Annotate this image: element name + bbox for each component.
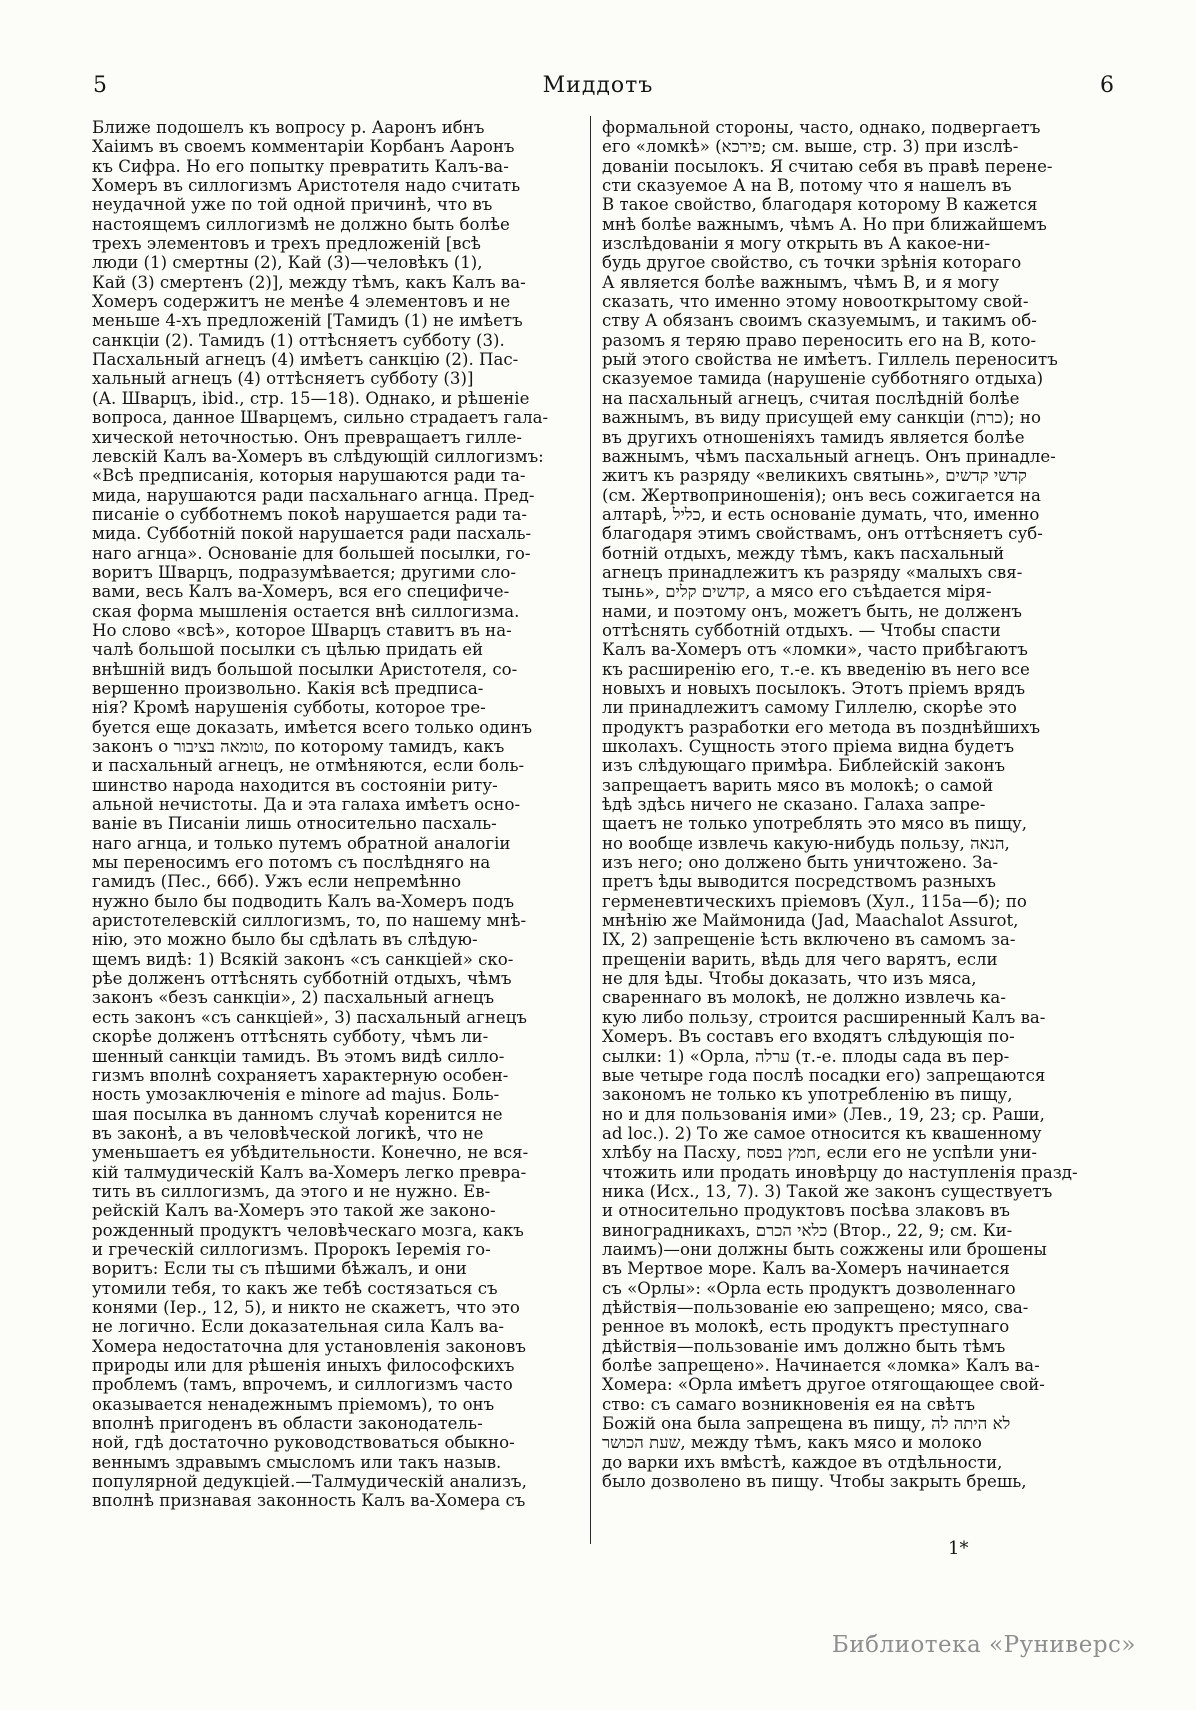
text-line: ной, гдѣ достаточно руководствоваться обыкно- xyxy=(92,1433,515,1453)
text-line: рожденный продуктъ человѣческаго мозга, какъ xyxy=(92,1220,524,1240)
text-line: мида. Субботній покой нарушается ради пасхаль- xyxy=(92,524,532,544)
text-line: шинство народа находится въ состояніи риту- xyxy=(92,775,498,795)
text-line: שעת הכושר, между тѣмъ, какъ мясо и молоко xyxy=(602,1433,982,1453)
text-line: герменевтическихъ пріемовъ (Хул., 115а—б); по xyxy=(602,891,1027,911)
text-line: новыхъ и новыхъ посылокъ. Этотъ пріемъ врядъ xyxy=(602,678,1026,698)
text-line: ность умозаключенія e minore ad majus. Боль- xyxy=(92,1085,500,1105)
text-line: сказуемое тамида (нарушеніе субботняго отдыха) xyxy=(602,369,1044,389)
text-line: продуктъ разработки его метода въ позднѣйшихъ xyxy=(602,717,1041,737)
text-line: аристотелевскій силлогизмъ, то, по нашему мнѣ- xyxy=(92,911,527,931)
text-line: ника (Исх., 13, 7). 3) Такой же законъ существуетъ xyxy=(602,1181,1053,1201)
text-line: изслѣдованіи я могу открыть въ А какое-ни- xyxy=(602,234,991,254)
text-line: съ «Орлы»: «Орла есть продуктъ дозволеннаго xyxy=(602,1278,1016,1298)
text-line: формальной стороны, часто, однако, подвергаетъ xyxy=(602,118,1041,137)
text-line: разомъ я теряю право переносить его на В, кото- xyxy=(602,330,1037,350)
text-line: IX, 2) запрещеніе ѣсть включено въ самомъ за- xyxy=(602,930,1016,950)
text-line: настоящемъ силлогизмѣ не должно быть болѣе xyxy=(92,214,510,234)
text-line: сказать, что именно этому новооткрытому свой- xyxy=(602,292,1029,312)
text-line: рейскій Калъ ва-Хомеръ это такой же законо- xyxy=(92,1201,496,1221)
signature-mark: 1* xyxy=(948,1538,969,1559)
text-line: нужно было бы подводить Калъ ва-Хомеръ подъ xyxy=(92,891,515,911)
text-line: мида, нарушаются ради пасхальнаго агнца. Пред- xyxy=(92,485,535,505)
text-line: меньше 4-хъ предложеній [Тамидъ (1) не имѣетъ xyxy=(92,311,523,331)
text-line: Божій она была запрещена въ пищу, לא היתה לה xyxy=(602,1414,1011,1434)
text-line: вершенно произвольно. Какія всѣ предписа- xyxy=(92,678,484,698)
text-line: ботній отдыхъ, между тѣмъ, какъ пасхальный xyxy=(602,543,1005,563)
text-line: Калъ ва-Хомеръ отъ «ломки», часто прибѣгаютъ xyxy=(602,640,1028,660)
text-line: альной нечистоты. Да и эта галаха имѣетъ осно- xyxy=(92,795,521,815)
text-line: ѣдѣ здѣсь ничего не сказано. Галаха запре- xyxy=(602,795,986,815)
column-left xyxy=(92,118,584,1511)
text-line: мнѣнію же Маймонида (Jad, Maachalot Assurot, xyxy=(602,911,1019,931)
text-line: Кай (3) смертенъ (2)], между тѣмъ, какъ Калъ ва- xyxy=(92,272,526,292)
text-line: вами, весь Калъ ва-Хомеръ, вся его специфиче- xyxy=(92,582,510,602)
text-line: не логично. Если доказательная сила Калъ ва- xyxy=(92,1317,504,1337)
text-line: воритъ Шварцъ, подразумѣвается; другими сло- xyxy=(92,562,516,582)
text-line: закономъ не только къ употребленію въ пищу, xyxy=(602,1085,1013,1105)
text-line: веннымъ здравымъ смысломъ или такъ назыв. xyxy=(92,1452,502,1472)
text-line: прещеніи варить, вѣдь для чего варятъ, если xyxy=(602,949,998,969)
text-line: дѣйствія—пользованіе имъ должно быть тѣмъ xyxy=(602,1336,1006,1356)
text-line: кую либо пользу, строится расширенный Калъ ва- xyxy=(602,1007,1046,1027)
text-line: важнымъ, въ виду присущей ему санкціи (כרת); но xyxy=(602,408,1041,428)
text-line: люди (1) смертны (2), Кай (3)—человѣкъ (1), xyxy=(92,253,483,273)
text-line: въ другихъ отношеніяхъ тамидъ является болѣе xyxy=(602,427,1025,447)
text-line: гамидъ (Пес., 66б). Ужъ если непремѣнно xyxy=(92,872,462,892)
text-line: оттѣснять субботній отдыхъ. — Чтобы спасти xyxy=(602,620,1001,640)
text-line: А является болѣе важнымъ, чѣмъ В, и я могу xyxy=(602,272,999,292)
text-line: чтожить или продать иновѣрцу до наступленія празд- xyxy=(602,1162,1078,1182)
text-line: и пасхальный агнецъ, не отмѣняются, если боль- xyxy=(92,756,525,776)
text-line: природы или для рѣшенія иныхъ философскихъ xyxy=(92,1356,515,1375)
text-line: воритъ: Если ты съ пѣшими бѣжалъ, и они xyxy=(92,1259,467,1279)
text-line: утомили тебя, то какъ же тебѣ состязаться съ xyxy=(92,1278,498,1298)
text-line: мнѣ болѣе важнымъ, чѣмъ А. Но при ближайшемъ xyxy=(602,214,1047,234)
text-line: изъ него; оно должено быть уничтожено. За- xyxy=(602,853,999,873)
text-line: вопроса, данное Шварцемъ, сильно страдаетъ гала- xyxy=(92,408,549,428)
text-line: рый этого свойства не имѣетъ. Гиллель переноситъ xyxy=(602,350,1058,370)
text-line: алтарѣ, כליל, и есть основаніе думать, что, именно xyxy=(602,504,1040,524)
text-line: и относительно продуктовъ посѣва злаковъ въ xyxy=(602,1201,1010,1221)
text-line: школахъ. Сущность этого пріема видна будетъ xyxy=(602,737,1015,756)
text-line: хической неточностью. Онъ превращаетъ гилле- xyxy=(92,427,523,447)
text-line: сти сказуемое А на В, потому что я нашелъ въ xyxy=(602,176,1012,196)
text-line: скорѣе долженъ оттѣснять субботу, чѣмъ ли- xyxy=(92,1027,489,1047)
text-line: виноградникахъ, כלאי הכרם (Втор., 22, 9; см. Ки- xyxy=(602,1220,1013,1240)
text-line: «Всѣ предписанія, которыя нарушаются ради та- xyxy=(92,466,526,486)
text-line: Но слово «всѣ», которое Шварцъ ставитъ въ на- xyxy=(92,620,512,640)
text-line: буется еще доказать, имѣется всего только одинъ xyxy=(92,717,533,737)
text-line: хлѣбу на Пасху, חמץ בפסח, если его не успѣли уни- xyxy=(602,1143,1037,1163)
text-line: законъ «безъ санкціи», 2) пасхальный агнецъ xyxy=(92,988,495,1008)
text-line: дѣйствія—пользованіе ею запрещено; мясо, сва- xyxy=(602,1297,1029,1317)
text-line: неудачной уже по той одной причинѣ, что въ xyxy=(92,195,493,215)
text-line: (А. Шварцъ, ibid., стр. 15—18). Однако, и рѣшеніе xyxy=(92,388,530,408)
text-line: ad loc.). 2) То же самое относится къ квашенному xyxy=(602,1123,1042,1143)
text-line: важнымъ, чѣмъ пасхальный агнецъ. Онъ принадле- xyxy=(602,446,1056,466)
text-line: дованіи посылокъ. Я считаю себя въ правѣ перене- xyxy=(602,156,1053,176)
text-line: но вообще извлечь какую-нибудь пользу, הנאה, xyxy=(602,833,1010,853)
text-line: трехъ элементовъ и трехъ предложеній [всѣ xyxy=(92,234,481,254)
text-line: претъ ѣды выводится посредствомъ разныхъ xyxy=(602,872,996,892)
text-line: законъ о טומאה בציבור, по которому тамидъ, какъ xyxy=(92,737,505,756)
text-line: до варки ихъ вмѣстѣ, каждое въ отдѣльности, xyxy=(602,1452,1003,1472)
text-line: агнецъ принадлежитъ къ разряду «малыхъ свя- xyxy=(602,562,1023,582)
text-line: его «ломкѣ» (פירכא; см. выше, стр. 3) при изслѣ- xyxy=(602,137,1019,157)
page-number-right: 6 xyxy=(1100,73,1114,98)
text-line: есть законъ «съ санкціей», 3) пасхальный агнецъ xyxy=(92,1007,527,1027)
text-line: житъ къ разряду «великихъ святынь», קדשי קדשים xyxy=(602,466,1027,486)
text-line: ваніе въ Писаніи лишь относительно пасхаль- xyxy=(92,814,497,834)
text-line: нія? Кромѣ нарушенія субботы, которое тре- xyxy=(92,698,486,718)
column-divider xyxy=(590,116,591,1544)
text-line: мы переносимъ его потомъ съ послѣдняго на xyxy=(92,853,491,873)
text-line: было дозволено въ пищу. Чтобы закрыть брешь, xyxy=(602,1472,1027,1492)
text-line: тить въ силлогизмъ, да этого и не нужно. Ев- xyxy=(92,1181,491,1201)
text-line: кій талмудическій Калъ ва-Хомеръ легко превра- xyxy=(92,1162,527,1182)
text-line: нію, это можно было бы сдѣлать въ слѣдую- xyxy=(92,930,478,950)
text-line: Ближе подошелъ къ вопросу р. Ааронъ ибнъ xyxy=(92,118,485,137)
page-title: Миддотъ xyxy=(542,73,654,98)
text-line: оказывается ненадежнымъ пріемомъ), то онъ xyxy=(92,1394,495,1414)
text-line: конями (Іер., 12, 5), и никто не скажетъ, что это xyxy=(92,1297,520,1317)
text-line: писаніе о субботнемъ покоѣ нарушается ради та- xyxy=(92,504,527,524)
text-line: тынь», קדשים קלים, а мясо его съѣдается міря- xyxy=(602,582,992,602)
text-line: уменьшаетъ ея убѣдительности. Конечно, не вся- xyxy=(92,1143,529,1163)
library-watermark: Библиотека «Руниверс» xyxy=(831,1632,1136,1658)
page-number-left: 5 xyxy=(93,73,107,98)
text-line: вполнѣ пригоденъ въ области законодатель- xyxy=(92,1414,483,1434)
text-line: изъ слѣдующаго примѣра. Библейскій законъ xyxy=(602,756,1006,776)
text-line: проблемъ (тамъ, впрочемъ, и силлогизмъ часто xyxy=(92,1375,513,1395)
text-line: рѣе долженъ оттѣснять субботній отдыхъ, чѣмъ xyxy=(92,969,512,989)
text-line: на пасхальный агнецъ, считая послѣдній болѣе xyxy=(602,388,1020,408)
text-line: Хомеръ. Въ составъ его входятъ слѣдующія по- xyxy=(602,1027,1015,1047)
text-line: Пасхальный агнецъ (4) имѣетъ санкцію (2). Пас- xyxy=(92,350,519,370)
text-line: ли принадлежитъ самому Гиллелю, скорѣе это xyxy=(602,698,1017,718)
text-line: вполнѣ признавая законность Калъ ва-Хомера съ xyxy=(92,1491,526,1511)
text-line: ству А обязанъ своимъ сказуемымъ, и такимъ об- xyxy=(602,311,1037,331)
text-line: лаимъ)—они должны быть сожжены или брошены xyxy=(602,1239,1047,1259)
text-line: шенный санкціи тамидъ. Въ этомъ видѣ силло- xyxy=(92,1046,505,1066)
text-line: чалѣ большой посылки съ цѣлью придать ей xyxy=(92,640,484,660)
text-line: щаетъ не только употреблять это мясо въ пищу, xyxy=(602,814,1028,834)
text-line: Хаіимъ въ своемъ комментаріи Корбанъ Ааронъ xyxy=(92,137,515,157)
text-line: не для ѣды. Чтобы доказать, что изъ мяса, xyxy=(602,969,977,989)
text-line: Хомеръ содержитъ не менѣе 4 элементовъ и не xyxy=(92,292,511,312)
text-line: но и для пользованія ими» (Лев., 19, 23; ср. Раши, xyxy=(602,1104,1045,1124)
text-line: сылки: 1) «Орла, ערלה (т.-е. плоды сада въ пер- xyxy=(602,1046,1010,1066)
text-line: наго агнца, и только путемъ обратной аналогіи xyxy=(92,833,511,853)
text-line: благодаря этимъ свойствамъ, онъ оттѣсняетъ суб- xyxy=(602,524,1043,544)
text-line: будь другое свойство, съ точки зрѣнія котораго xyxy=(602,253,1022,273)
text-line: левскій Калъ ва-Хомеръ въ слѣдующій силлогизмъ: xyxy=(92,446,544,466)
text-line: Хомера: «Орла имѣетъ другое отягощающее свой- xyxy=(602,1375,1045,1395)
text-line: ренное въ молокѣ, есть продуктъ преступнаго xyxy=(602,1317,1010,1337)
text-line: запрещаетъ варить мясо въ молокѣ; о самой xyxy=(602,775,994,795)
column-right xyxy=(602,118,1115,1491)
text-line: щемъ видѣ: 1) Всякій законъ «съ санкціей» ско- xyxy=(92,949,514,969)
text-line: свареннаго въ молокѣ, не должно извлечь ка- xyxy=(602,988,1006,1008)
text-line: Хомера недостаточна для установленія законовъ xyxy=(92,1336,526,1356)
text-line: Хомеръ въ силлогизмъ Аристотеля надо считать xyxy=(92,176,521,196)
text-line: нами, и поэтому онъ, можетъ быть, не долженъ xyxy=(602,601,1022,621)
text-line: вые четыре года послѣ посадки его) запрещаются xyxy=(602,1065,1046,1085)
text-line: въ законѣ, а въ человѣческой логикѣ, что не xyxy=(92,1123,484,1143)
text-line: популярной дедукціей.—Талмудическій анализъ, xyxy=(92,1472,527,1492)
text-line: гизмъ вполнѣ сохраняетъ характерную особен- xyxy=(92,1065,509,1085)
text-line: (см. Жертвоприношенія); онъ весь сожигается на xyxy=(602,485,1041,505)
text-line: къ Сифра. Но его попытку превратить Калъ-ва- xyxy=(92,156,509,176)
text-line: внѣшній видъ большой посылки Аристотеля, со- xyxy=(92,659,518,679)
text-line: наго агнца». Основаніе для большей посылки, го- xyxy=(92,543,531,563)
text-line: ская форма мышленія остается внѣ силлогизма. xyxy=(92,601,520,621)
text-line: санкціи (2). Тамидъ (1) оттѣсняетъ субботу (3). xyxy=(92,330,505,350)
text-line: хальный агнецъ (4) оттѣсняетъ субботу (3)] xyxy=(92,369,474,389)
text-line: В такое свойство, благодаря которому В кажется xyxy=(602,195,1038,215)
text-line: болѣе запрещено». Начинается «ломка» Калъ ва- xyxy=(602,1356,1040,1375)
text-line: въ Мертвое море. Калъ ва-Хомеръ начинается xyxy=(602,1259,1010,1279)
text-line: ство: съ самаго возникновенія ея на свѣтъ xyxy=(602,1394,976,1414)
text-line: шая посылка въ данномъ случаѣ коренится не xyxy=(92,1104,503,1124)
text-line: и греческій силлогизмъ. Пророкъ Іеремія го- xyxy=(92,1239,491,1259)
text-line: къ расширенію его, т.-е. къ введенію въ него все xyxy=(602,659,1030,679)
